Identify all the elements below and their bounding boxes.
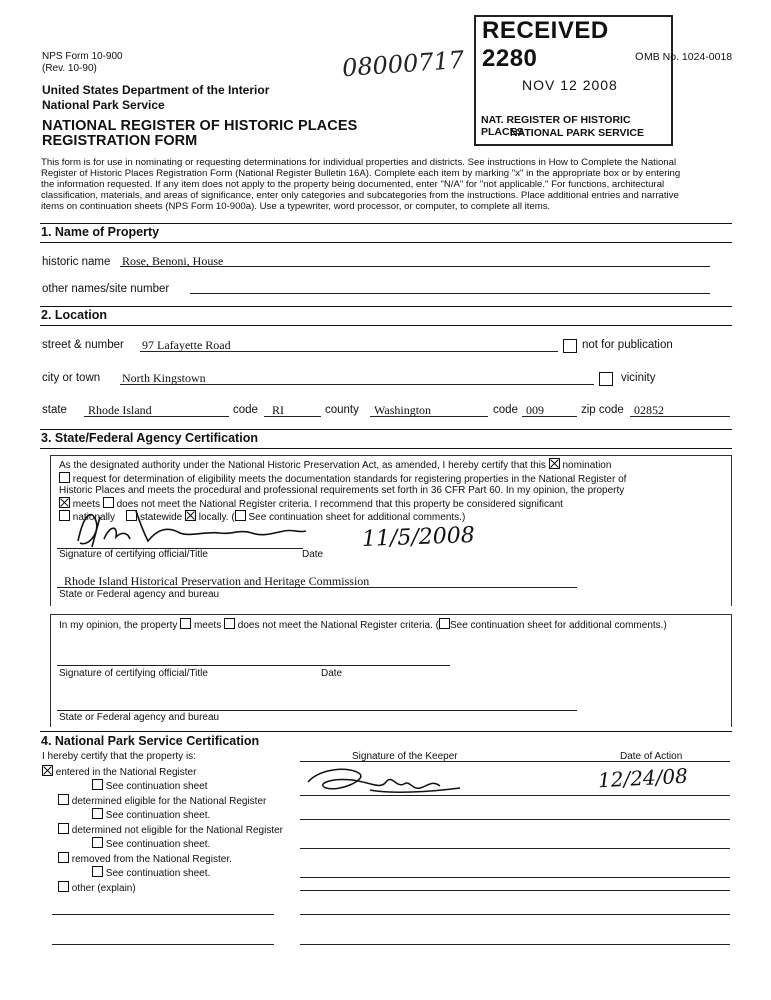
instructions-line: classification, materials, and areas of significance, enter only categories and subcategories from the instructions. Place additional entries and narrative [41,190,679,201]
other-explain-line[interactable] [52,914,274,915]
stamp-received: RECEIVED 2280 [482,17,609,72]
opinion-continuation-checkbox[interactable] [439,618,450,629]
form-title: NATIONAL REGISTER OF HISTORIC PLACES [42,118,358,134]
removed-checkbox[interactable] [58,852,69,863]
eligible-row [58,794,266,807]
omb-o: O [635,51,644,63]
request-checkbox[interactable] [59,472,70,483]
other-names-line [190,293,710,294]
street-value[interactable]: 97 Lafayette Road [142,338,231,352]
opinion-meets-label: meets [193,620,222,631]
divider [40,306,732,307]
cert-line-1: As the designated authority under the National Historic Preservation Act, as amended, I hereby certify that this [59,460,546,471]
removed-cont-row [92,866,210,879]
action-line [300,944,730,945]
statewide-label: statewide [139,512,183,524]
city-value[interactable]: North Kingstown [122,371,206,385]
county-code-value[interactable]: 009 [526,403,544,417]
city-line [120,384,594,385]
entered-cont-label: See continuation sheet [105,781,208,792]
date-label-2: Date [321,668,343,679]
other-checkbox[interactable] [58,881,69,892]
historic-name-value[interactable]: Rose, Benoni, House [122,254,224,268]
state-code-label: code [233,404,258,416]
form-revision: (Rev. 10-90) [42,63,97,74]
eligible-label: determined eligible for the National Register [71,796,267,807]
zip-label: zip code [581,404,624,416]
opinion-not-meet-label: does not meet the National Register criteria. ( [237,620,439,631]
meets-checkbox[interactable] [59,497,70,508]
not-eligible-cont-row [92,837,210,850]
section-3-heading: 3. State/Federal Agency Certification [41,431,258,445]
not-eligible-cont-label: See continuation sheet. [105,839,211,850]
state-label: state [42,404,67,416]
entered-cont-checkbox[interactable] [92,779,103,790]
action-line [300,914,730,915]
eligible-checkbox[interactable] [58,794,69,805]
vicinity-label: vicinity [621,372,656,384]
opinion-continuation-label: See continuation sheet for additional comments.) [449,620,667,631]
removed-cont-label: See continuation sheet. [105,868,211,879]
agency-value[interactable]: Rhode Island Historical Preservation and Heritage Commission [64,574,370,588]
other-row [58,881,136,894]
opinion-meets-checkbox[interactable] [180,618,191,629]
agency-line [57,587,577,588]
entered-row [42,765,196,778]
divider [40,448,732,449]
entered-label: entered in the National Register [55,767,197,778]
signature-line [57,665,450,666]
county-code-line [522,416,577,417]
divider [40,242,732,243]
date-of-action-label: Date of Action [620,751,683,762]
stamp-line-1: NAT. REGISTER OF HISTORIC PLACES [481,114,631,138]
entered-checkbox[interactable] [42,765,53,776]
entered-cont-row [92,779,208,792]
state-line [84,416,229,417]
date-label: Date [302,549,324,560]
county-line [370,416,488,417]
instructions-line: Register of Historic Places Registration Form (National Register Bulletin 16A). Complete each item by marking "x" in the appropriate box or by entering [41,168,681,179]
received-stamp [474,15,673,146]
vicinity-checkbox[interactable] [599,372,613,386]
other-names-label: other names/site number [42,283,170,295]
agency-line-2 [57,710,577,711]
state-code-value[interactable]: RI [272,403,284,417]
divider [40,223,732,224]
not-for-publication-checkbox[interactable] [563,339,577,353]
instructions-line: the information requested. If any item does not apply to the property being documented, enter "N/A" for "not applicable." For functions, architectural [41,179,665,190]
removed-row [58,852,232,865]
state-value[interactable]: Rhode Island [88,403,152,417]
nationally-checkbox[interactable] [59,510,70,521]
divider [40,429,732,430]
meets-label: meets [72,498,101,510]
divider [40,325,732,326]
cert-line-2: request for determination of eligibility meets the documentation standards for registering properties in the National Register of [72,473,627,485]
action-line [300,877,730,878]
instructions-line: items on continuation sheets (NPS Form 10-900a). Use a typewriter, word processor, or computer, to complete all items. [41,201,551,212]
not-eligible-row [58,823,283,836]
section-1-heading: 1. Name of Property [41,225,160,239]
agency-label-2: State or Federal agency and bureau [59,712,220,723]
zip-value[interactable]: 02852 [634,403,664,417]
historic-name-label: historic name [42,256,111,268]
action-line [300,890,730,891]
not-eligible-checkbox[interactable] [58,823,69,834]
signature-label: Signature of certifying official/Title [59,549,208,560]
locally-label: locally. ( [198,512,235,524]
certifying-official-signature [70,503,320,553]
stamp-date: NOV 12 2008 [522,77,618,93]
other-label: other (explain) [71,883,136,894]
form-number: NPS Form 10-900 [42,51,123,62]
continuation-label: See continuation sheet for additional comments.) [248,512,466,524]
eligible-cont-checkbox[interactable] [92,808,103,819]
form-subtitle: REGISTRATION FORM [42,133,198,149]
nationally-label: nationally [72,512,116,524]
agency-label: State or Federal agency and bureau [59,589,220,600]
section-4-heading: 4. National Park Service Certification [41,734,260,748]
opinion-not-meet-checkbox[interactable] [224,618,235,629]
opinion-text [59,618,667,631]
other-explain-line[interactable] [52,944,274,945]
eligible-cont-label: See continuation sheet. [105,810,211,821]
handwritten-reference-number: 08000717 [341,45,465,83]
state-code-line [264,416,321,417]
nomination-label: nomination [562,460,612,471]
date-of-action-value[interactable]: 12/24/08 [597,763,689,793]
signature-label-2: Signature of certifying official/Title [59,668,208,679]
keeper-signature [300,760,490,800]
nomination-checkbox[interactable] [549,458,560,469]
street-label: street & number [42,339,124,351]
instructions-line: This form is for use in nominating or requesting determinations for individual properties and districts. See instructions in How to Complete the National [41,157,677,168]
action-line [300,795,730,796]
cert-line-3: Historic Places and meets the procedural and professional requirements set forth in 36 CFR Part 60. In my opinion, the property [59,485,625,497]
certification-date-value[interactable]: 11/5/2008 [361,523,476,552]
stamp-line-2: NATIONAL PARK SERVICE [510,127,644,139]
removed-cont-checkbox[interactable] [92,866,103,877]
certify-statement: I hereby certify that the property is: [42,751,196,762]
street-line [140,351,558,352]
eligible-cont-row [92,808,210,821]
removed-label: removed from the National Register. [71,854,232,865]
instructions-paragraph [41,157,731,212]
department-name: United States Department of the Interior [42,83,270,97]
keeper-signature-label: Signature of the Keeper [352,751,458,762]
zip-line [630,416,730,417]
county-label: county [325,404,359,416]
county-value[interactable]: Washington [374,403,432,417]
service-name: National Park Service [42,98,165,112]
opinion-label: In my opinion, the property [59,620,178,631]
city-label: city or town [42,372,101,384]
county-code-label: code [493,404,518,416]
does-not-meet-label: does not meet the National Register criteria. I recommend that this property be considered significant [116,498,563,510]
not-for-publication-label: not for publication [582,339,673,351]
not-eligible-cont-checkbox[interactable] [92,837,103,848]
divider [40,731,732,732]
action-line [300,848,730,849]
section-2-heading: 2. Location [41,308,107,322]
action-line [300,819,730,820]
historic-name-line [120,266,710,267]
not-eligible-label: determined not eligible for the National Register [71,825,284,836]
omb-number: MB No. 1024-0018 [644,51,733,63]
